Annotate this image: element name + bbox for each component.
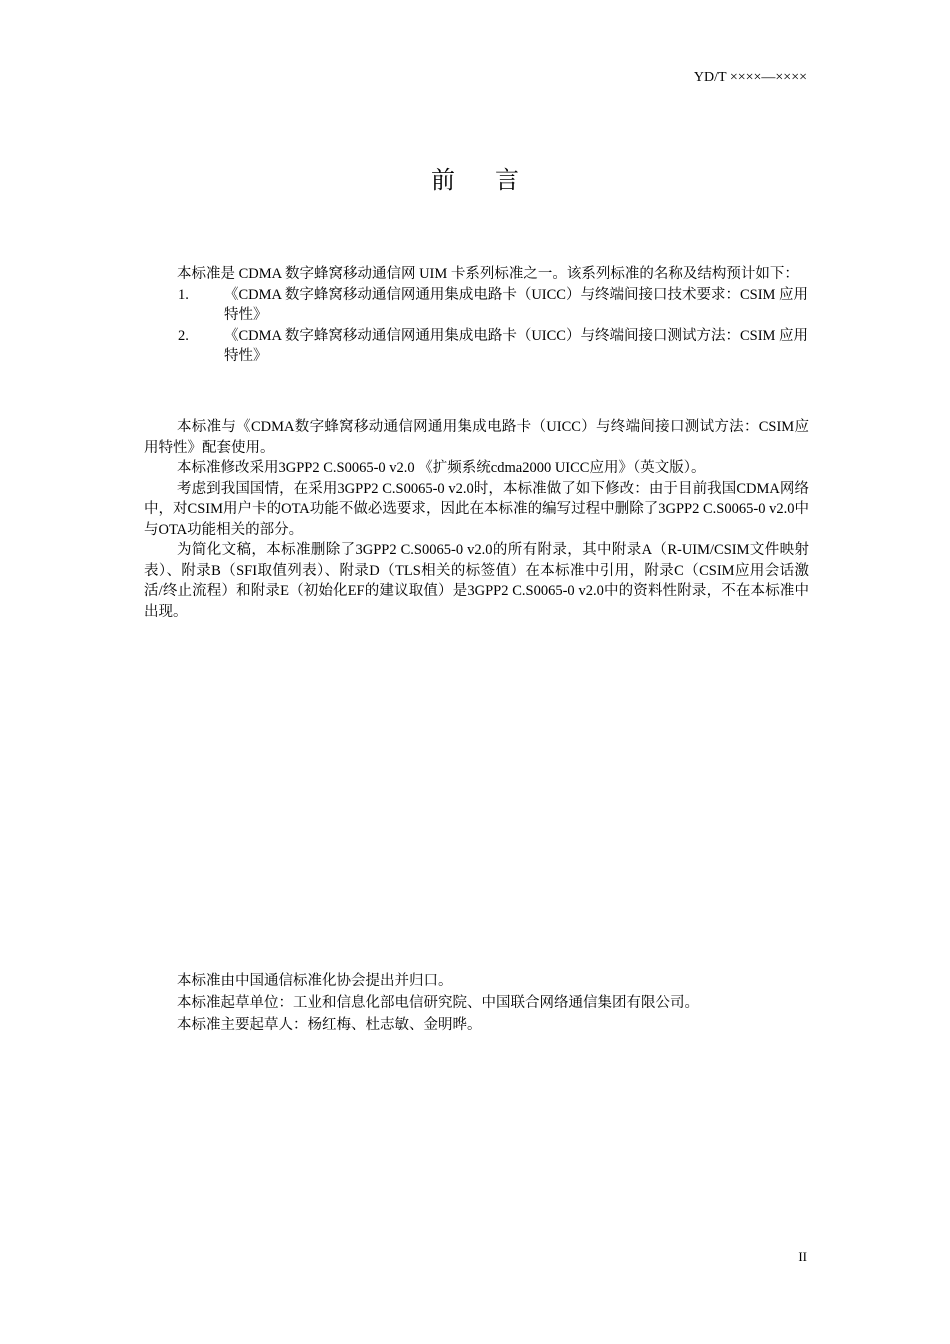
list-item (144, 285, 809, 326)
intro-paragraph: 本标准是 CDMA 数字蜂窝移动通信网 UIM 卡系列标准之一。该系列标准的名称及结构预计如下： (177, 266, 799, 282)
list-item-number: 2. (178, 327, 189, 344)
footer-line: 本标准主要起草人：杨红梅、杜志敏、金明晔。 (177, 1017, 482, 1033)
page-number: II (798, 1249, 807, 1264)
drafting-info (144, 970, 809, 1036)
page-title: 前言 (431, 166, 559, 194)
footer-line: 本标准起草单位：工业和信息化部电信研究院、中国联合网络通信集团有限公司。 (177, 995, 699, 1011)
footer-line: 本标准由中国通信标准化协会提出并归口。 (177, 973, 453, 989)
body-paragraph: 考虑到我国国情，在采用3GPP2 C.S0065-0 v2.0时，本标准做了如下修改：由于目前我国CDMA网络中，对CSIM用户卡的OTA功能不做必选要求，因此在本标准的编写过程中删除了3GPP2 C.S0065-0 v2.0中与OTA功能相关的部分。 (144, 480, 809, 538)
list-item-text: 《CDMA 数字蜂窝移动通信网通用集成电路卡（UICC）与终端间接口技术要求：CSIM 应用特性》 (224, 286, 809, 323)
body-paragraph: 本标准修改采用3GPP2 C.S0065-0 v2.0 《扩频系统cdma2000 UICC应用》（英文版）。 (177, 460, 706, 476)
body-paragraph: 为简化文稿，本标准删除了3GPP2 C.S0065-0 v2.0的所有附录，其中附录A（R-UIM/CSIM文件映射表）、附录B（SFI取值列表）、附录D（TLS相关的标签值）在本标准中引用，附录C（CSIM应用会话激活/终止流程）和附录E（初始化EF的建议取值）是3GPP2 C.S0065-0 v2.0中的资料性附录，不在本标准中出现。 (144, 542, 809, 620)
list-item-text: 《CDMA 数字蜂窝移动通信网通用集成电路卡（UICC）与终端间接口测试方法：CSIM 应用特性》 (224, 327, 809, 364)
intro-section (144, 264, 809, 367)
body-section (144, 417, 809, 622)
body-paragraph: 本标准与《CDMA数字蜂窝移动通信网通用集成电路卡（UICC）与终端间接口测试方法：CSIM应用特性》配套使用。 (144, 419, 809, 456)
list-item (144, 326, 809, 367)
list-item-number: 1. (178, 286, 189, 303)
document-code: YD/T ××××—×××× (693, 70, 807, 85)
